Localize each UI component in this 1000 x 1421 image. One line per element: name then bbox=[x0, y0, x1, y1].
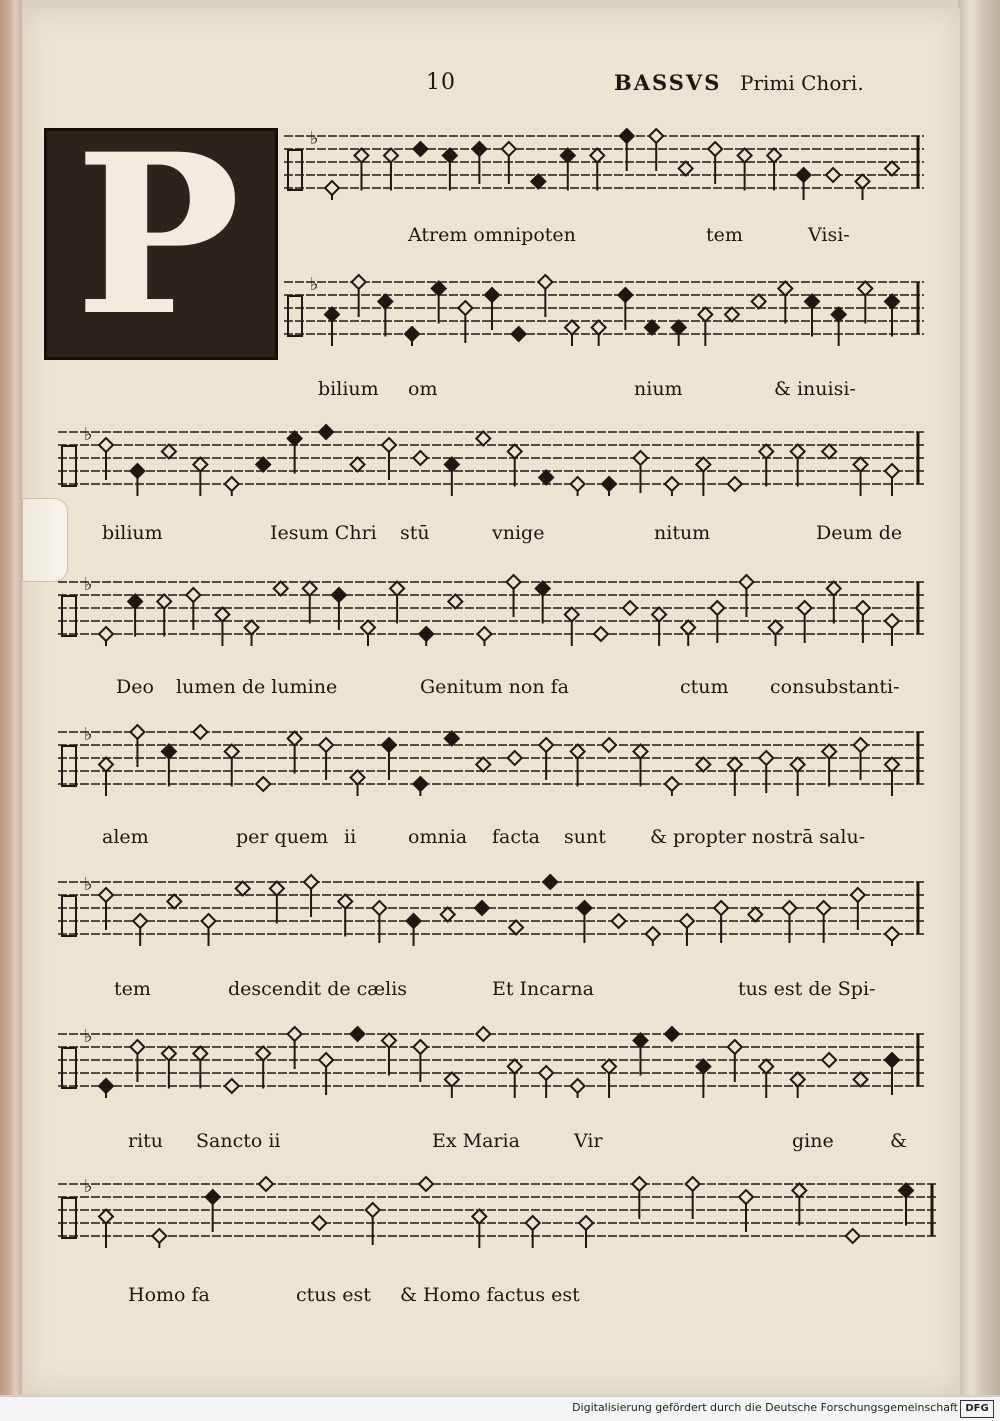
svg-text:♭: ♭ bbox=[84, 724, 93, 745]
lyric-line-3-word-6: Deum de bbox=[816, 522, 903, 544]
lyric-line-1-word-3: Visi- bbox=[808, 224, 850, 246]
next-page-edge bbox=[958, 0, 1000, 1395]
lyric-line-4-word-3: Genitum non fa bbox=[420, 676, 569, 698]
lyric-line-3-word-2: Iesum Chri bbox=[270, 522, 377, 544]
decorated-initial bbox=[44, 105, 278, 364]
lyric-line-6-word-3: Et Incarna bbox=[492, 978, 594, 1000]
svg-text:♭: ♭ bbox=[84, 424, 93, 445]
lyric-line-7-word-5: gine bbox=[792, 1130, 834, 1152]
music-staff bbox=[58, 1024, 924, 1100]
dfg-logo: DFG bbox=[960, 1400, 994, 1418]
lyric-line-8-word-1: Homo fa bbox=[128, 1284, 210, 1306]
digitization-footer bbox=[0, 1396, 1000, 1421]
svg-text:♭: ♭ bbox=[84, 874, 93, 895]
lyric-line-2-word-3: nium bbox=[634, 378, 683, 400]
lyric-line-7-word-1: ritu bbox=[128, 1130, 164, 1152]
svg-text:♭: ♭ bbox=[310, 128, 319, 149]
lyric-line-2-word-4: & inuisi- bbox=[774, 378, 856, 400]
lyric-line-3-word-3: stū bbox=[400, 522, 430, 544]
lyric-line-2-word-1: bilium bbox=[318, 378, 379, 400]
svg-text:♭: ♭ bbox=[84, 1176, 93, 1197]
svg-text:♭: ♭ bbox=[310, 274, 319, 295]
lyric-line-4-word-1: Deo bbox=[116, 676, 154, 698]
music-staff bbox=[58, 722, 924, 798]
lyric-line-4-word-4: ctum bbox=[680, 676, 729, 698]
page-number: 10 bbox=[426, 70, 456, 95]
lyric-line-7-word-4: Vir bbox=[574, 1130, 603, 1152]
lyric-line-3-word-4: vnige bbox=[492, 522, 545, 544]
lyric-line-3-word-5: nitum bbox=[654, 522, 711, 544]
music-staff bbox=[284, 272, 924, 348]
lyric-line-5-word-5: facta bbox=[492, 826, 540, 848]
lyric-line-5-word-2: per quem bbox=[236, 826, 329, 848]
part-name: BASSVS bbox=[614, 70, 722, 95]
page-header bbox=[0, 70, 1000, 104]
lyric-line-5-word-6: sunt bbox=[564, 826, 606, 848]
music-staff bbox=[58, 572, 924, 648]
book-binding-edge bbox=[0, 0, 22, 1395]
lyric-line-6-word-1: tem bbox=[114, 978, 151, 1000]
page-tab bbox=[22, 498, 68, 582]
initial-letter: P bbox=[75, 105, 241, 364]
lyric-line-7-word-6: & bbox=[890, 1130, 907, 1152]
lyric-line-6-word-2: descendit de cælis bbox=[228, 978, 408, 1000]
lyric-line-5-word-7: & propter nostrā salu- bbox=[650, 826, 866, 848]
lyric-line-4-word-2: lumen de lumine bbox=[176, 676, 338, 698]
lyric-line-6-word-4: tus est de Spi- bbox=[738, 978, 876, 1000]
chorus-name: Primi Chori. bbox=[740, 71, 864, 95]
lyric-line-8-word-3: & Homo factus est bbox=[400, 1284, 580, 1306]
footer-credit: Digitalisierung gefördert durch die Deutsche Forschungsgemeinschaft bbox=[572, 1401, 958, 1414]
lyric-line-7-word-2: Sancto ii bbox=[196, 1130, 281, 1152]
music-staff bbox=[58, 872, 924, 948]
svg-text:♭: ♭ bbox=[84, 1026, 93, 1047]
lyric-line-2-word-2: om bbox=[408, 378, 438, 400]
music-staff bbox=[58, 1174, 938, 1250]
lyric-line-5-word-3: ii bbox=[344, 826, 357, 848]
lyric-line-4-word-5: consubstanti- bbox=[770, 676, 900, 698]
svg-text:♭: ♭ bbox=[84, 574, 93, 595]
music-staff bbox=[58, 422, 924, 498]
lyric-line-7-word-3: Ex Maria bbox=[432, 1130, 520, 1152]
lyric-line-5-word-1: alem bbox=[102, 826, 149, 848]
lyric-line-1-word-2: tem bbox=[706, 224, 743, 246]
lyric-line-1-word-1: Atrem omnipoten bbox=[408, 224, 576, 246]
lyric-line-5-word-4: omnia bbox=[408, 826, 468, 848]
lyric-line-3-word-1: bilium bbox=[102, 522, 163, 544]
music-staff bbox=[284, 126, 924, 202]
lyric-line-8-word-2: ctus est bbox=[296, 1284, 371, 1306]
